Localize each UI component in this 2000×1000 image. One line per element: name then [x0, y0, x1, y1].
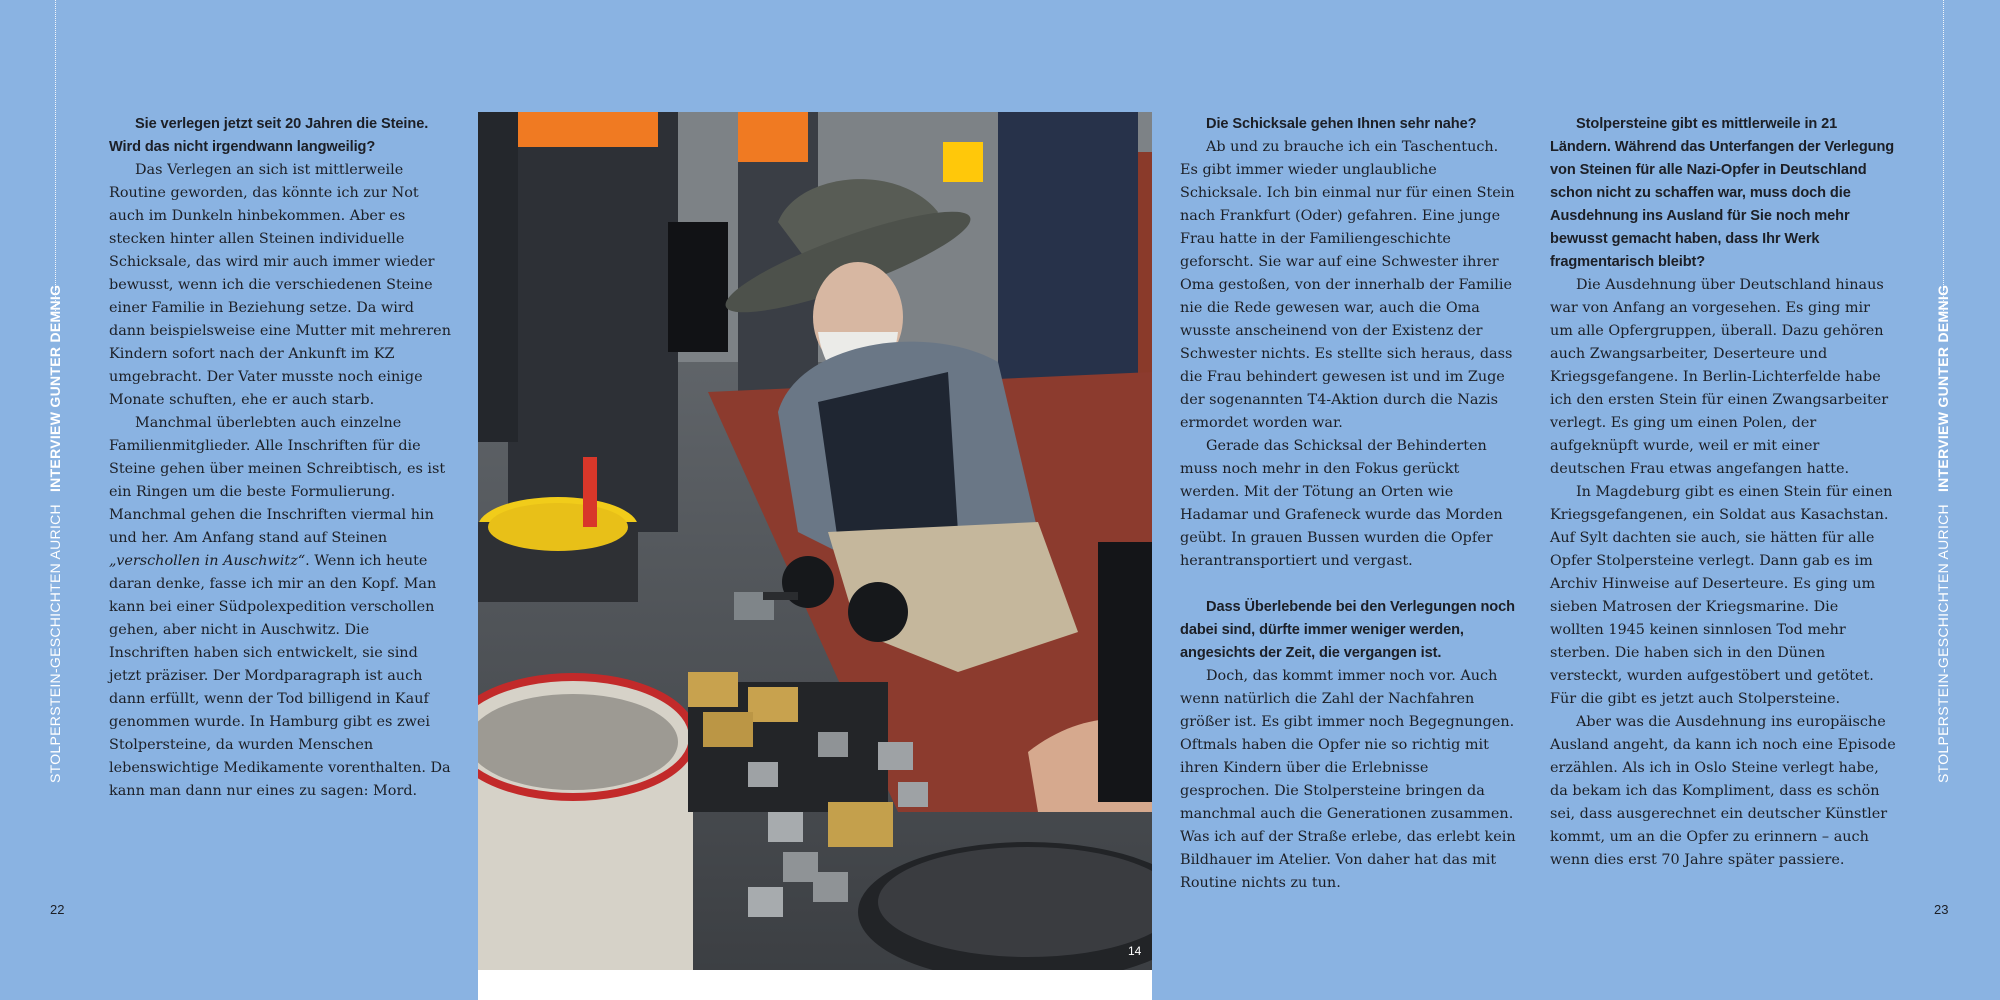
- paragraph-gap: [1180, 573, 1520, 596]
- running-series-left: STOLPERSTEIN-GESCHICHTEN AURICH: [47, 504, 63, 783]
- right-dotted-rule: [1943, 0, 1944, 315]
- paragraph-text: . Wenn ich heute daran denke, fasse ich mir an den Kopf. Man kann bei einer Südpolexpedition verschollen gehen, aber nicht in Auschwitz. Die Inschriften haben sich entwickelt, sie sind jetzt präziser. Der Mordparagraph ist auch dann erfüllt, wenn der Tod billigend in Kauf genommen wurde. In Hamburg gibt es zwei Stolpersteine, da wurden Menschen lebenswichtige Medikamente vorenthalten. Da kann man dann nur eines zu sagen: Mord.: [109, 553, 451, 799]
- question-heading: Stolpersteine gibt es mittlerweile in 21 Ländern. Während das Unterfangen der Verlegung von Steinen für alle Nazi-Opfer in Deutschland schon nicht zu schaffen war, muss doch die Ausdehnung ins Ausland für Sie noch mehr bewusst gemacht haben, dass Ihr Werk fragmentarisch bleibt?: [1550, 116, 1895, 270]
- text-column-4: [1550, 113, 1896, 872]
- italic-quote: „verschollen in Auschwitz“: [109, 553, 306, 569]
- right-running-title: [1935, 285, 1951, 783]
- photo-number: 14: [1128, 944, 1142, 958]
- photo-stolperstein-laying: [478, 112, 1152, 970]
- photo-illustration: [478, 112, 1152, 970]
- answer-paragraph: Gerade das Schicksal der Behinderten muss noch mehr in den Fokus gerückt werden. Mit der Tötung an Orten wie Hadamar und Grafeneck wurde das Morden geübt. In grauen Bussen wurden die Opfer herantransportiert und vergast.: [1180, 438, 1503, 569]
- paragraph-text: Manchmal überlebten auch einzelne Familienmitglieder. Alle Inschriften für die Steine gehen über meinen Schreibtisch, es ist ein Ringen um die beste Formulierung. Manchmal gehen die Inschriften viermal hin und her. Am Anfang stand auf Steinen: [109, 415, 446, 546]
- running-series-right: STOLPERSTEIN-GESCHICHTEN AURICH: [1935, 504, 1951, 783]
- answer-paragraph: Ab und zu brauche ich ein Taschentuch. Es gibt immer wieder unglaubliche Schicksale. Ich bin einmal nur für einen Stein nach Frankfurt (Oder) gefahren. Eine junge Frau hatte in der Familiengeschichte geforscht. Sie war auf eine Schwester ihrer Oma gestoßen, von der innerhalb der Familie nie die Rede gewesen war, auch die Oma wusste anscheinend von der Existenz der Schwester nichts. Es stellte sich heraus, dass die Frau behindert gewesen ist und im Zuge der sogenannten T4-Aktion durch die Nazis ermordet worden war.: [1180, 139, 1515, 431]
- page-number-right: 23: [1934, 902, 1949, 917]
- left-running-title: [47, 285, 63, 783]
- question-heading: Dass Überlebende bei den Verlegungen noch dabei sind, dürfte immer weniger werden, angesichts der Zeit, die vergangen ist.: [1180, 599, 1515, 661]
- running-section-left: INTERVIEW GUNTER DEMNIG: [47, 284, 63, 493]
- page-number-left: 22: [50, 902, 65, 917]
- text-column-1: [109, 113, 451, 803]
- answer-paragraph: Die Ausdehnung über Deutschland hinaus war von Anfang an vorgesehen. Es ging mir um alle Opfergruppen, überall. Dazu gehören auch Zwangsarbeiter, Deserteure und Kriegsgefangene. In Berlin-Lichterfelde habe ich den ersten Stein für einen Zwangsarbeiter verlegt. Es ging um einen Polen, der aufgeknüpft wurde, weil er mit einer deutschen Frau etwas angefangen hatte.: [1550, 277, 1889, 477]
- running-section-right: INTERVIEW GUNTER DEMNIG: [1935, 284, 1951, 493]
- text-column-3: [1180, 113, 1520, 895]
- answer-paragraph: Aber was die Ausdehnung ins europäische Ausland angeht, da kann ich noch eine Episode erzählen. Als ich in Oslo Steine verlegt habe, da bekam ich das Kompliment, dass es schön sei, dass ausgerechnet ein deutscher Künstler kommt, um an die Opfer zu erinnern – auch wenn dies erst 70 Jahre später passiere.: [1550, 714, 1896, 868]
- answer-paragraph: Das Verlegen an sich ist mittlerweile Routine geworden, das könnte ich zur Not auch im Dunkeln hinbekommen. Aber es stecken hinter allen Steinen individuelle Schicksale, das wird mir auch immer wieder bewusst, wenn ich die verschiedenen Steine einer Familie in Beziehung setze. Da wird dann beispielsweise eine Mutter mit mehreren Kindern sofort nach der Ankunft im KZ umgebracht. Der Vater musste noch einige Monate schuften, ehe er auch starb.: [109, 162, 451, 408]
- answer-paragraph: In Magdeburg gibt es einen Stein für einen Kriegsgefangenen, ein Soldat aus Kasachstan. Auf Sylt dachten sie auch, sie hätten für alle Opfer Stolpersteine verlegt. Dann gab es im Archiv Hinweise auf Deserteure. Es ging um sieben Matrosen der Kriegsmarine. Die wollten 1945 keinen sinnlosen Tod mehr sterben. Die haben sich in den Dünen versteckt, wurden aufgestöbert und getötet. Für die gibt es jetzt auch Stolpersteine.: [1550, 484, 1893, 707]
- question-heading: Sie verlegen jetzt seit 20 Jahren die Steine. Wird das nicht irgendwann langweilig?: [109, 116, 429, 155]
- left-dotted-rule: [55, 0, 56, 315]
- answer-paragraph: [109, 412, 451, 803]
- question-heading: Die Schicksale gehen Ihnen sehr nahe?: [1206, 116, 1477, 132]
- photo-caption-bar: [478, 970, 1152, 1000]
- answer-paragraph: Doch, das kommt immer noch vor. Auch wenn natürlich die Zahl der Nachfahren größer ist. Es gibt immer noch Begegnungen. Oftmals haben die Opfer nie so richtig mit ihren Kindern über die Erlebnisse gesprochen. Die Stolpersteine bringen da manchmal auch die Generationen zusammen. Was ich auf der Straße erlebe, das erlebt kein Bildhauer im Atelier. Von daher hat das mit Routine nichts zu tun.: [1180, 668, 1516, 891]
